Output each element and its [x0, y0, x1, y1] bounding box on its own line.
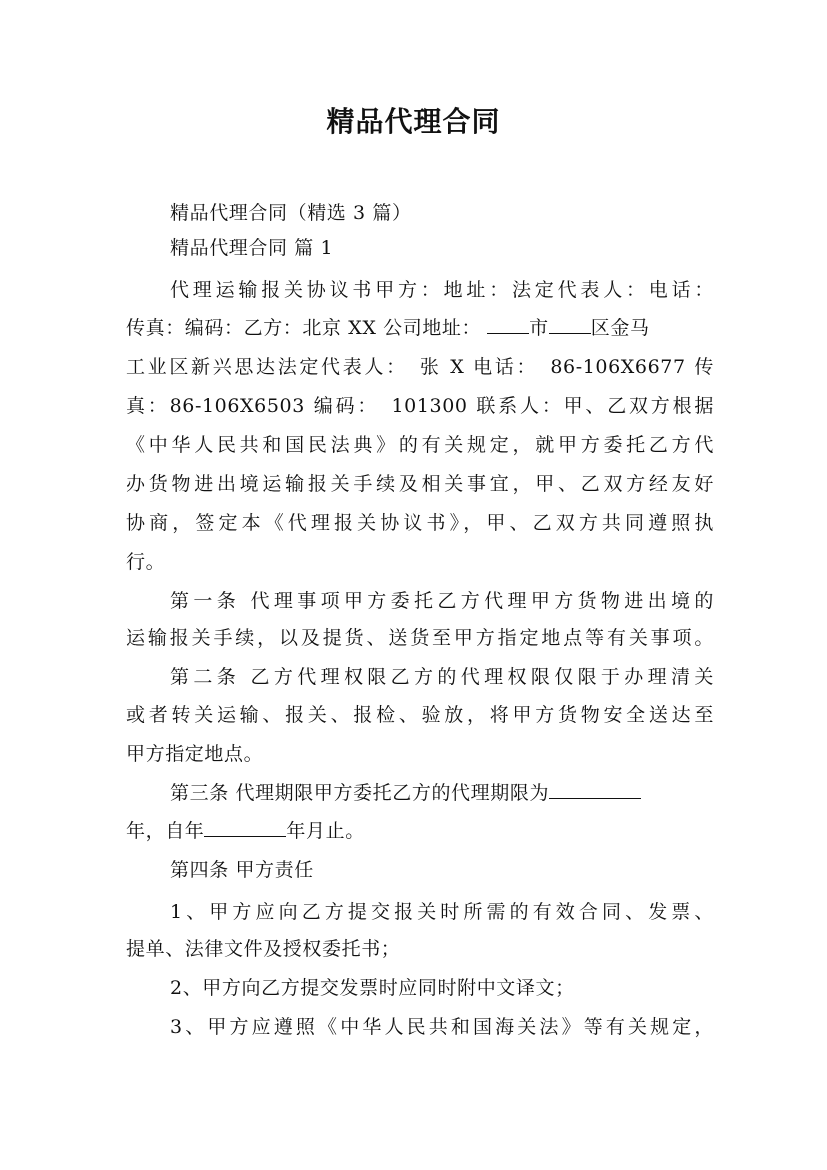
paragraph-line: 甲方指定地点。 [126, 743, 264, 765]
paragraph-text: 年，自年 [126, 820, 205, 842]
paragraph-line: 代理运输报关协议书甲方：地址：法定代表人：电话： [170, 279, 714, 301]
document-title: 精品代理合同 [326, 105, 501, 138]
paragraph-line [126, 311, 714, 345]
paragraph-line: 第四条 甲方责任 [170, 859, 314, 881]
paragraph-line: 第二条 乙方代理权限乙方的代理权限仅限于办理清关 [170, 666, 714, 688]
paragraph-text: 市 [529, 317, 549, 339]
paragraph-line: 《中华人民共和国民法典》的有关规定，就甲方委托乙方代 [126, 434, 714, 456]
paragraph-line: 真：86-106X6503 编码： 101300 联系人：甲、乙双方根据 [126, 395, 714, 417]
document-subtitle: 精品代理合同（精选 3 篇） [170, 202, 412, 224]
paragraph-text: 区金马 [590, 317, 650, 339]
paragraph-line [126, 814, 714, 848]
fill-in-blank [549, 313, 591, 334]
paragraph-line: 1、甲方应向乙方提交报关时所需的有效合同、发票、 [170, 901, 714, 923]
paragraph-line: 3、甲方应遵照《中华人民共和国海关法》等有关规定， [170, 1016, 714, 1038]
paragraph-line: 运输报关手续，以及提货、送货至甲方指定地点等有关事项。 [126, 627, 714, 649]
paragraph-line: 行。 [126, 551, 166, 573]
fill-in-blank [204, 816, 286, 837]
fill-in-blank [487, 313, 529, 334]
paragraph-line: 协商，签定本《代理报关协议书》，甲、乙双方共同遵照执 [126, 512, 714, 534]
paragraph-line: 或者转关运输、报关、报检、验放，将甲方货物安全送达至 [126, 704, 714, 726]
paragraph-line [170, 776, 714, 810]
paragraph-line: 2、甲方向乙方提交发票时应同时附中文译文； [170, 977, 575, 999]
paragraph-text: 第三条 代理期限甲方委托乙方的代理期限为 [170, 782, 550, 804]
paragraph-line: 提单、法律文件及授权委托书； [126, 938, 401, 960]
paragraph-text: 传真：编码：乙方：北京 XX 公司地址： [126, 317, 482, 339]
paragraph-text: 年月止。 [286, 820, 365, 842]
paragraph-line: 第一条 代理事项甲方委托乙方代理甲方货物进出境的 [170, 590, 714, 612]
fill-in-blank [549, 778, 641, 799]
paragraph-line: 工业区新兴思达法定代表人： 张 X 电话： 86-106X6677 传 [126, 356, 714, 378]
paragraph-line: 办货物进出境运输报关手续及相关事宜，甲、乙双方经友好 [126, 473, 714, 495]
section-heading: 精品代理合同 篇 1 [170, 237, 334, 259]
